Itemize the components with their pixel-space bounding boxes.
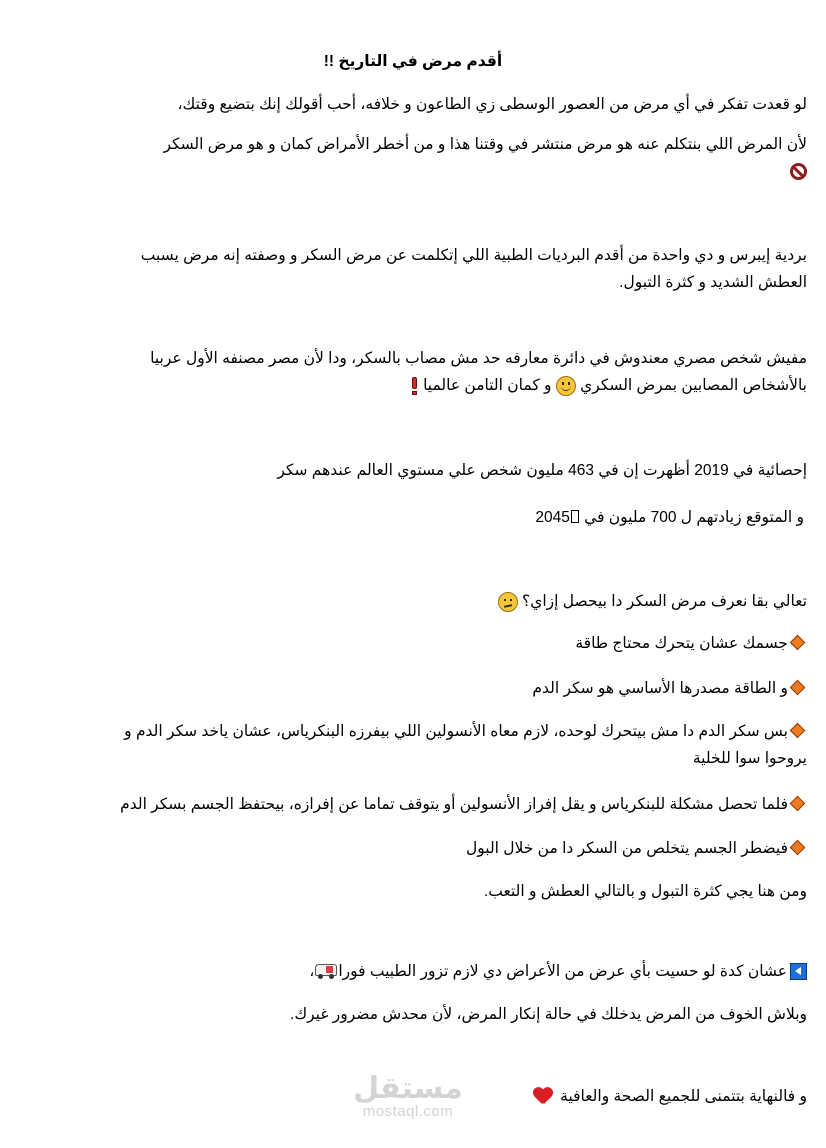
reverse-button-icon: [790, 963, 807, 980]
bullet-item: [532, 679, 807, 699]
advice-line-1: [309, 962, 807, 982]
paragraph-egypt-ranking-text: مفيش شخص مصري معندوش في دائرة معارفه حد مش مصاب بالسكر، ودا لأن مصر مصنفه الأول عربيا بالأشخاص المصابين بمرض السكري: [150, 350, 807, 394]
bullet-item: [575, 634, 807, 654]
paragraph-intro-line-2: [163, 135, 807, 155]
bullet-text: جسمك عشان يتحرك محتاج طاقة: [575, 635, 788, 652]
mostaql-watermark: [348, 1074, 468, 1120]
advice-line-2: وبلاش الخوف من المرض يدخلك في حالة إنكار المرض، لأن محدش مضرور غيرك.: [290, 1006, 807, 1023]
closing-line: [533, 1087, 807, 1107]
bullet-item: [466, 839, 807, 859]
bullet-text: فيضطر الجسم يتخلص من السكر دا من خلال البول: [466, 840, 788, 857]
red-exclamation-icon: [412, 377, 417, 395]
paragraph-intro-line-3: [790, 162, 807, 182]
statistic-line-2: [535, 508, 804, 528]
statistic-year: 2045: [535, 509, 570, 526]
orange-diamond-icon: [790, 723, 806, 739]
bullet-text: بس سكر الدم دا مش بيتحرك لوحده، لازم معاه الأنسولين اللي بيفرزه البنكرياس، عشان ياخد سكر الدم و يروحوا سوا للخلية: [124, 723, 807, 767]
paragraph-ebers-papyrus: بردية إيبرس و دي واحدة من أقدم البرديات الطبية اللي إتكلمت عن مرض السكر و وصفته إنه مرض يسبب العطش الشديد و كثرة التبول.: [140, 247, 807, 291]
paragraph-intro-line-2-text: لأن المرض اللي بنتكلم عنه هو مرض منتشر في وقتنا هذا و من أخطر الأمراض كمان و هو مرض السكر: [163, 136, 807, 153]
paragraph-egypt-ranking-text-2: و كمان التامن عالميا: [423, 377, 552, 394]
ambulance-icon: [315, 964, 337, 979]
bullet-item: [120, 795, 807, 815]
orange-diamond-icon: [790, 680, 806, 696]
bullet-text: فلما تحصل مشكلة للبنكرياس و يقل إفراز الأنسولين أو يتوقف تماما عن إفرازه، بيحتفظ الجسم بسكر الدم: [120, 796, 788, 813]
orange-diamond-icon: [790, 635, 806, 651]
orange-diamond-icon: [790, 796, 806, 812]
statistic-line-1: إحصائية في 2019 أظهرت إن في 463 مليون شخص علي مستوي العالم عندهم سكر: [277, 462, 807, 479]
watermark-latin: mostaql.com: [362, 1103, 454, 1120]
missing-glyph-box-icon: [571, 510, 579, 523]
document-title: أقدم مرض في التاريخ !!: [323, 53, 503, 70]
orange-diamond-icon: [790, 840, 806, 856]
no-entry-icon: [790, 163, 807, 180]
statistic-line-2-text: و المتوقع زيادتهم ل 700 مليون في: [584, 509, 804, 526]
advice-line-1-end: ،: [309, 963, 315, 980]
conclusion-line: ومن هنا يجي كثرة التبول و بالتالي العطش و التعب.: [483, 883, 807, 900]
question-heading: [498, 592, 807, 612]
red-heart-icon: [533, 1088, 553, 1105]
closing-text: و فالنهاية بتتمنى للجميع الصحة والعافية: [560, 1088, 807, 1105]
bullet-item: [107, 718, 807, 772]
paragraph-intro-line-1: لو قعدت تفكر في أي مرض من العصور الوسطى زي الطاعون و خلافه، أحب أقولك إنك بتضيع وقتك،: [177, 96, 807, 113]
paragraph-egypt-ranking: [107, 345, 807, 399]
question-text: تعالي بقا نعرف مرض السكر دا بيحصل إزاي؟: [522, 593, 807, 611]
confused-face-icon: [498, 592, 518, 612]
advice-line-1-text: عشان كدة لو حسيت بأي عرض من الأعراض دي لازم تزور الطبيب فورا: [338, 963, 787, 980]
bullet-text: و الطاقة مصدرها الأساسي هو سكر الدم: [532, 680, 788, 697]
slightly-smiling-face-icon: [556, 376, 576, 396]
watermark-arabic: مستقل: [353, 1072, 463, 1105]
